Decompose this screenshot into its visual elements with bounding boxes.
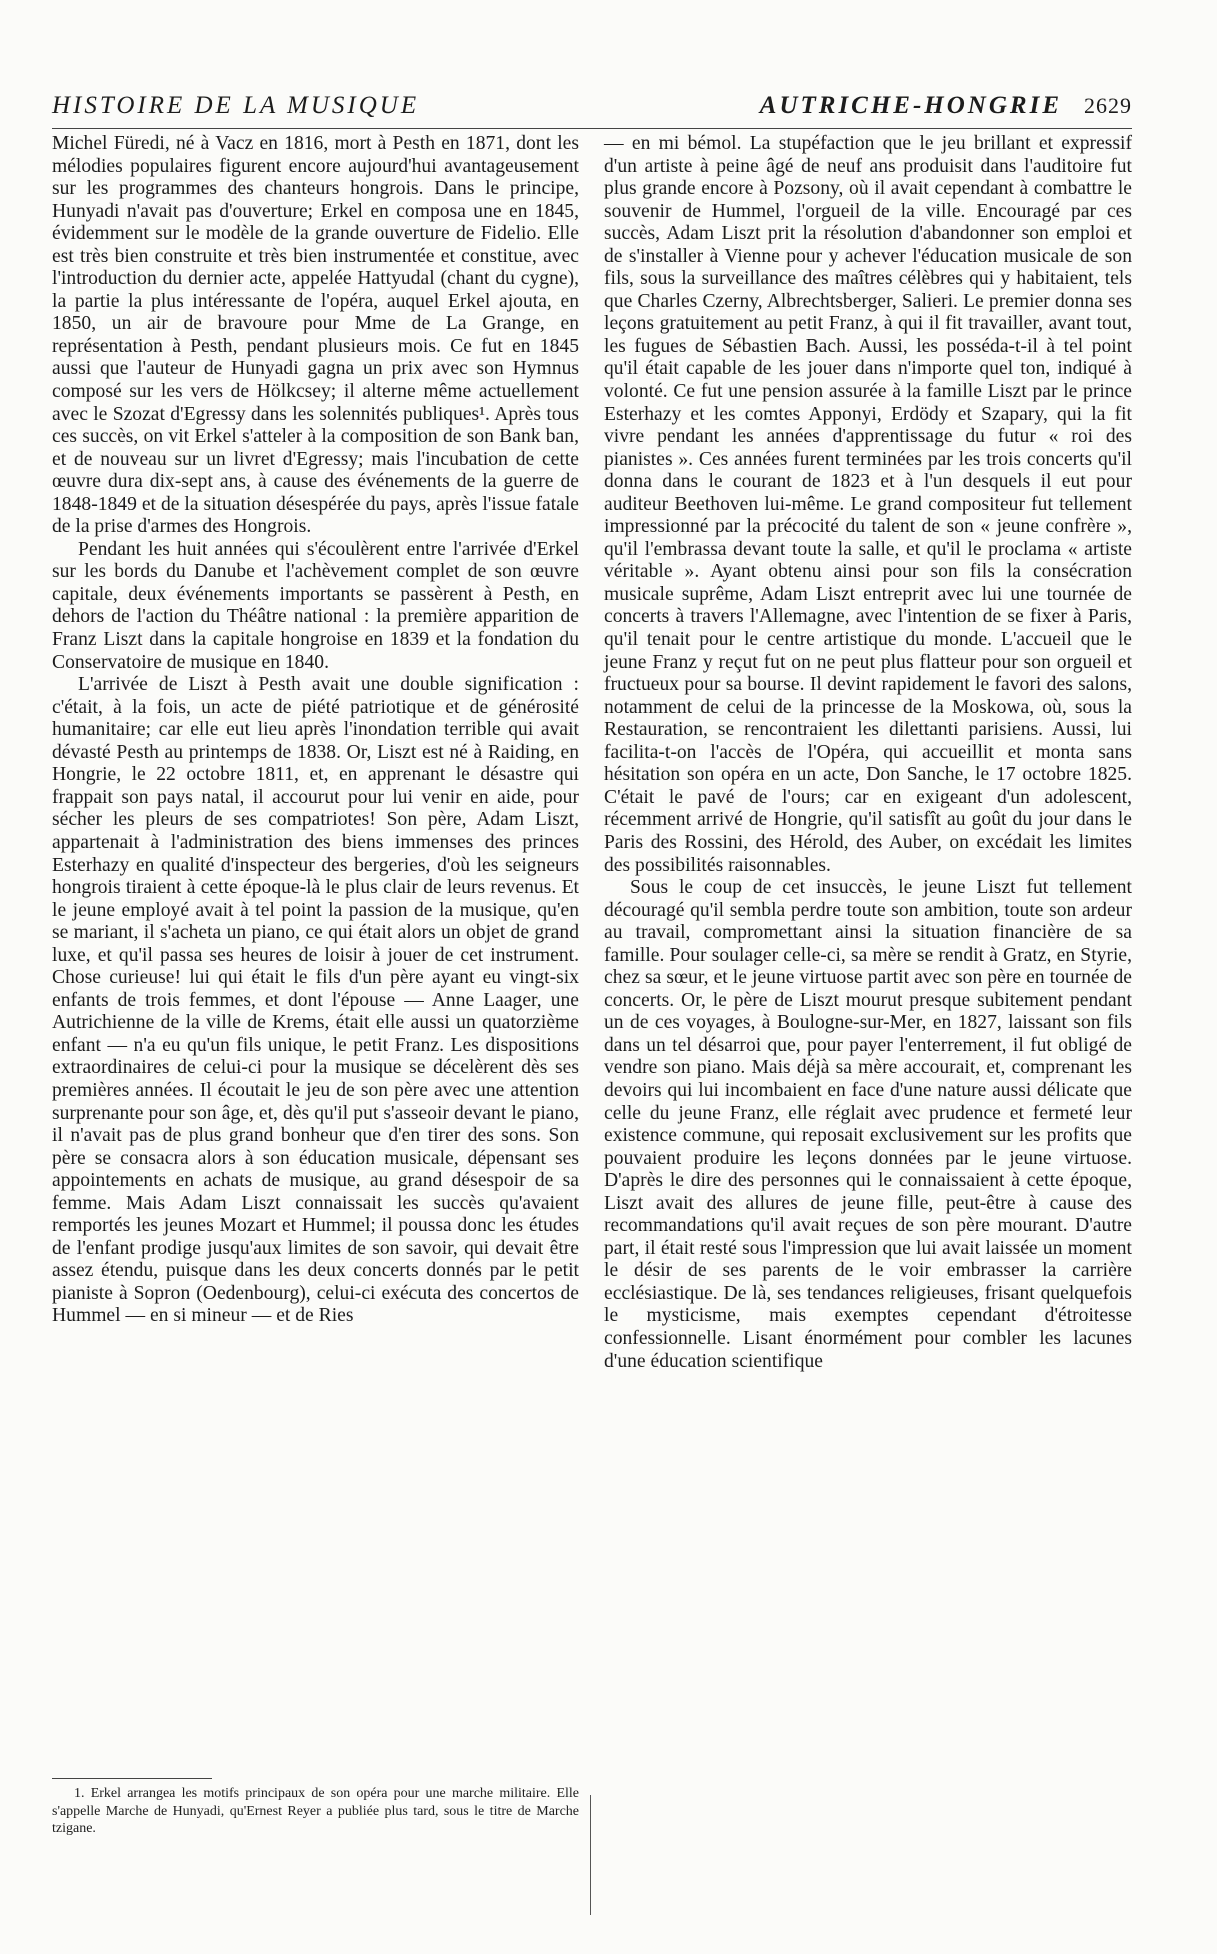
left-column: [52, 133, 579, 1328]
paragraph: Michel Füredi, né à Vacz en 1816, mort à Pesth en 1871, dont les mélodies populaires figurent encore aujourd'hui avantageusement sur les programmes des chanteurs hongrois. Dans le principe, Hunyadi n'avait pas d'ouverture; Erkel en composa une en 1845, évidemment sur le modèle de la grande ouverture de Fidelio. Elle est très bien construite et très bien instrumentée et constitue, avec l'introduction du dernier acte, appelée Hattyudal (chant du cygne), la partie la plus intéressante de l'opéra, auquel Erkel ajouta, en 1850, un air de bravoure pour Mme de La Grange, en représentation à Pesth, pendant plusieurs mois. Ce fut en 1845 aussi que l'auteur de Hunyadi gagna un prix avec son Hymnus composé sur les vers de Hölkcsey; il alterne même actuellement avec le Szozat d'Egressy dans les solennités publiques¹. Après tous ces succès, on vit Erkel s'atteler à la composition de son Bank ban, et de nouveau sur un livret d'Egressy; mais l'incubation de cette œuvre dura dix-sept ans, à cause des événements de la guerre de 1848-1849 et de la situation désespérée du pays, après l'issue fatale de la prise d'armes des Hongrois.: [52, 133, 579, 538]
footnote-rule: [52, 1778, 212, 1779]
running-head-section-title: AUTRICHE-HONGRIE: [759, 92, 1062, 119]
running-head-section: [760, 92, 1132, 120]
column-divider: [590, 1795, 591, 1915]
right-column: [604, 133, 1132, 1373]
header-rule: [52, 128, 1132, 129]
paragraph: — en mi bémol. La stupéfaction que le jeu brillant et expressif d'un artiste à peine âgé de neuf ans produisit dans l'auditoire fut plus grande encore à Pozsony, où il avait cependant à combattre le souvenir de Hummel, l'orgueil de la ville. Encouragé par ces succès, Adam Liszt prit la résolution d'abandonner son emploi et de s'installer à Vienne pour y achever l'éducation musicale de son fils, sous la surveillance des maîtres célèbres qui y habitaient, tels que Charles Czerny, Albrechtsberger, Salieri. Le premier donna ses leçons gratuitement au petit Franz, à qui il fit travailler, avant tout, les fugues de Sébastien Bach. Aussi, les posséda-t-il à tel point qu'il était capable de les jouer dans n'importe quel ton, indiqué à volonté. Ce fut une pension assurée à la famille Liszt par le prince Esterhazy et les comtes Apponyi, Erdödy et Szapary, qui la fit vivre pendant les années d'apprentissage du futur « roi des pianistes ». Ces années furent terminées par les trois concerts qu'il donna dans le courant de 1823 et à l'un desquels il eut pour auditeur Beethoven lui-même. Le grand compositeur fut tellement impressionné par la précocité du talent de son « jeune confrère », qu'il l'embrassa devant toute la salle, et qu'il le proclama « artiste véritable ». Ayant obtenu ainsi pour son fils la consécration musicale suprême, Adam Liszt entreprit avec lui une tournée de concerts à travers l'Allemagne, avec l'intention de se fixer à Paris, qu'il tenait pour le centre artistique du monde. L'accueil que le jeune Franz y reçut fut on ne peut plus flatteur pour son orgueil et fructueux pour sa bourse. Il devint rapidement le favori des salons, notamment de celui de la princesse de la Moskowa, où, sous la Restauration, se rencontraient les dilettanti parisiens. Aussi, lui facilita-t-on l'accès de l'Opéra, qui accueillit et monta sans hésitation son opéra en un acte, Don Sanche, le 17 octobre 1825. C'était le pavé de l'ours; car en exigeant d'un adolescent, récemment arrivé de Hongrie, qu'il satisfît au goût du jour dans le Paris des Rossini, des Hérold, des Auber, on excédait les limites des possibilités raisonnables.: [604, 133, 1132, 876]
page-number: 2629: [1084, 93, 1132, 118]
paragraph: Sous le coup de cet insuccès, le jeune Liszt fut tellement découragé qu'il sembla perdre toute son ambition, toute son ardeur au travail, compromettant ainsi la situation financière de sa famille. Pour soulager celle-ci, sa mère se rendit à Gratz, en Styrie, chez sa sœur, et le jeune virtuose partit avec son père en tournée de concerts. Or, le père de Liszt mourut presque subitement pendant un de ces voyages, à Boulogne-sur-Mer, en 1827, laissant son fils dans un tel désarroi que, pour payer l'enterrement, il fut obligé de vendre son piano. Mais déjà sa mère accourait, et, comprenant les devoirs qui lui incombaient en face d'une nature aussi délicate que celle du jeune Franz, elle réglait avec prudence et fermeté leur existence commune, qui reposait exclusivement sur les profits que pouvaient produire les leçons données par le jeune virtuose. D'après le dire des personnes qui le connaissaient à cette époque, Liszt avait des allures de jeune fille, peut-être à cause des recommandations qu'il avait reçues de son père mourant. D'autre part, il était resté sous l'impression que lui avait laissée un moment le désir de ses parents de le voir embrasser la carrière ecclésiastique. De là, ses tendances religieuses, frisant quelquefois le mysticisme, mais exemptes cependant d'étroitesse confessionnelle. Lisant énormément pour combler les lacunes d'une éducation scientifique: [604, 877, 1132, 1372]
running-head: [52, 92, 1132, 128]
paragraph: L'arrivée de Liszt à Pesth avait une double signification : c'était, à la fois, un acte de piété patriotique et de générosité humanitaire; car elle eut lieu après l'inondation terrible qui avait dévasté Pesth au printemps de 1838. Or, Liszt est né à Raiding, en Hongrie, le 22 octobre 1811, et, en apprenant le désastre qui frappait son pays natal, il accourut pour lui venir en aide, pour sécher les pleurs de ses compatriotes! Son père, Adam Liszt, appartenait à l'administration des biens immenses des princes Esterhazy en qualité d'inspecteur des bergeries, d'où les seigneurs hongrois tiraient à cette époque-là le plus clair de leurs revenus. Et le jeune employé avait à tel point la passion de la musique, qu'en se mariant, il s'acheta un piano, ce qui était alors un objet de grand luxe, et qu'il passa ses heures de loisir à jouer de cet instrument. Chose curieuse! lui qui était le fils d'un père ayant eu vingt-six enfants de trois femmes, et dont l'épouse — Anne Laager, une Autrichienne de la ville de Krems, était elle aussi un quatorzième enfant — n'a eu qu'un fils unique, le petit Franz. Les dispositions extraordinaires de celui-ci pour la musique se décelèrent dès ses premières années. Il écoutait le jeu de son père avec une attention surprenante pour son âge, et, dès qu'il put s'asseoir devant le piano, il n'avait pas de plus grand bonheur que d'en tirer des sons. Son père se consacra alors à son éducation musicale, dépensant ses appointements en achats de musique, au grand désespoir de sa femme. Mais Adam Liszt connaissait les succès qu'avaient remportés les jeunes Mozart et Hummel; il poussa donc les études de l'enfant prodige jusqu'aux limites de son savoir, qui devait être assez étendu, puisque dans les deux concerts donnés par le petit pianiste à Sopron (Oedenbourg), celui-ci exécuta des concertos de Hummel — en si mineur — et de Ries: [52, 674, 579, 1327]
paragraph: Pendant les huit années qui s'écoulèrent entre l'arrivée d'Erkel sur les bords du Danube et l'achèvement complet de son œuvre capitale, deux événements importants se passèrent à Pesth, en dehors de l'action du Théâtre national : la première apparition de Franz Liszt dans la capitale hongroise en 1839 et la fondation du Conservatoire de musique en 1840.: [52, 538, 579, 673]
footnote: 1. Erkel arrangea les motifs principaux de son opéra pour une marche militaire. Elle s'appelle Marche de Hunyadi, qu'Ernest Reyer a publiée plus tard, sous le titre de Marche tzigane.: [52, 1786, 579, 1836]
running-head-title: HISTOIRE DE LA MUSIQUE: [52, 92, 420, 119]
